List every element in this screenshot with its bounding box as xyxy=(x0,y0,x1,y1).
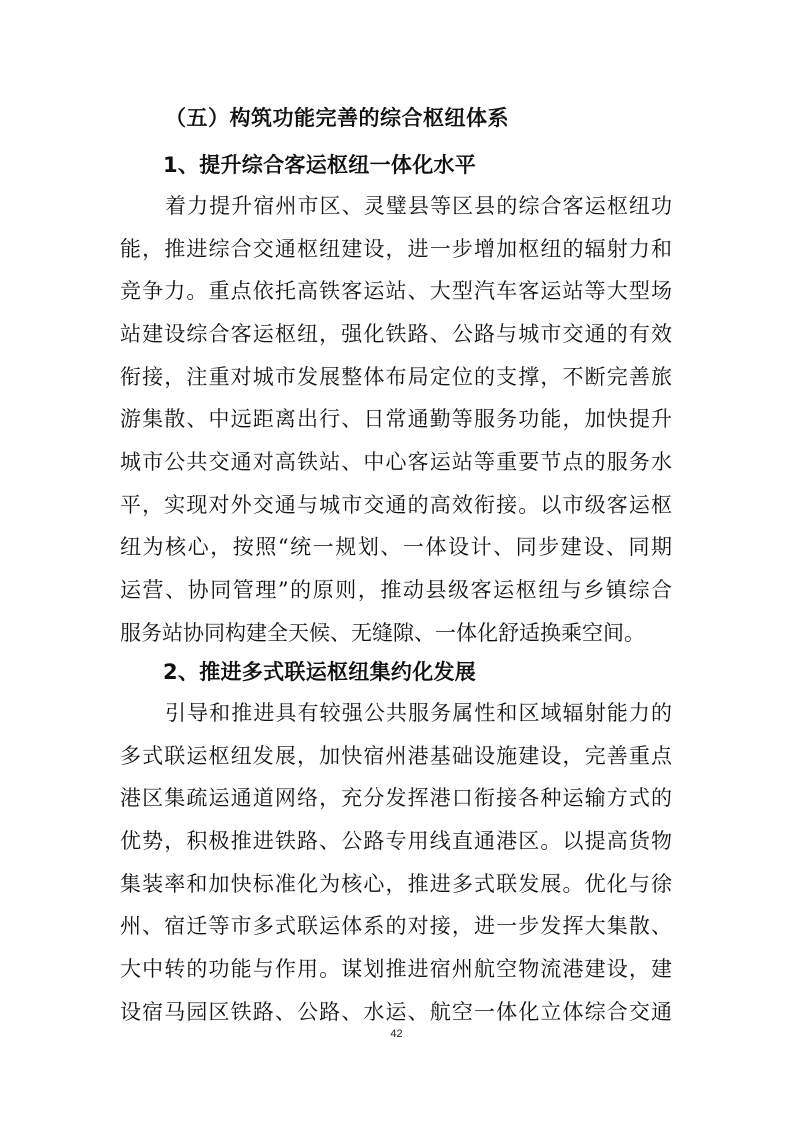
paragraph-2-line: 多式联运枢纽发展，加快宿州港基础设施建设，完善重点 xyxy=(120,744,672,768)
paragraph-1-line: 运营、协同管理”的原则，推动县级客运枢纽与乡镇综合 xyxy=(120,578,672,602)
subsection-2-heading: 2、推进多式联运枢纽集约化发展 xyxy=(163,660,477,684)
paragraph-1-line: 游集散、中远距离出行、日常通勤等服务功能，加快提升 xyxy=(120,407,672,431)
paragraph-1-line: 着力提升宿州市区、灵璧县等区县的综合客运枢纽功 xyxy=(165,194,672,218)
paragraph-1-line: 站建设综合客运枢纽，强化铁路、公路与城市交通的有效 xyxy=(120,322,672,346)
paragraph-2-line: 港区集疏运通道网络，充分发挥港口衔接各种运输方式的 xyxy=(120,786,672,810)
paragraph-1-line: 竞争力。重点依托高铁客运站、大型汽车客运站等大型场 xyxy=(120,279,672,303)
paragraph-1-line: 平，实现对外交通与城市交通的高效衔接。以市级客运枢 xyxy=(120,493,672,517)
paragraph-1-line: 衔接，注重对城市发展整体布局定位的支撑，不断完善旅 xyxy=(120,365,672,389)
subsection-1-heading: 1、提升综合客运枢纽一体化水平 xyxy=(163,153,477,177)
paragraph-2-line: 大中转的功能与作用。谋划推进宿州航空物流港建设，建 xyxy=(120,957,672,981)
section-heading: （五）构筑功能完善的综合枢纽体系 xyxy=(165,106,509,130)
paragraph-2-line: 集装率和加快标准化为核心，推进多式联发展。优化与徐 xyxy=(120,872,672,896)
paragraph-2-line: 州、宿迁等市多式联运体系的对接，进一步发挥大集散、 xyxy=(120,914,672,938)
page-number: 42 xyxy=(390,1028,403,1040)
paragraph-2-line: 引导和推进具有较强公共服务属性和区域辐射能力的 xyxy=(165,701,672,725)
paragraph-1-line: 能，推进综合交通枢纽建设，进一步增加枢纽的辐射力和 xyxy=(120,237,672,261)
paragraph-1-line: 纽为核心，按照“统一规划、一体设计、同步建设、同期 xyxy=(120,535,672,559)
paragraph-1-line: 城市公共交通对高铁站、中心客运站等重要节点的服务水 xyxy=(120,450,672,474)
paragraph-2-line: 优势，积极推进铁路、公路专用线直通港区。以提高货物 xyxy=(120,829,672,853)
paragraph-1-line: 服务站协同构建全天候、无缝隙、一体化舒适换乘空间。 xyxy=(120,621,645,645)
paragraph-2-line: 设宿马园区铁路、公路、水运、航空一体化立体综合交通 xyxy=(120,1000,672,1024)
